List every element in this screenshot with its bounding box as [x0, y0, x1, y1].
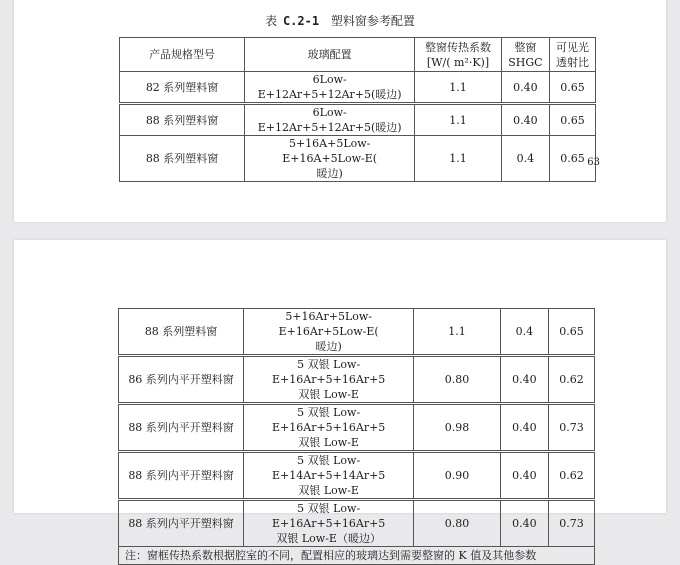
header-u-value [415, 38, 502, 72]
caption-code: C.2-1 [282, 14, 320, 28]
header-u-value-line1: 整窗传热系数 [425, 40, 492, 54]
table-row [119, 309, 595, 356]
cell-u-value: 0.80 [414, 356, 501, 404]
cell-product-model: 88 系列内平开塑料窗 [119, 452, 244, 500]
window-config-table-part2 [118, 308, 595, 565]
cell-u-value: 1.1 [415, 72, 502, 104]
cell-visible-transmittance: 0.62 [548, 356, 594, 404]
table-caption [14, 12, 666, 29]
cell-shgc: 0.4 [501, 136, 549, 182]
cell-visible-transmittance: 0.65 [548, 309, 594, 356]
cell-product-model: 88 系列内平开塑料窗 [119, 500, 244, 547]
cell-visible-transmittance: 0.73 [548, 500, 594, 547]
table-row [119, 500, 595, 547]
window-config-table-part1 [119, 37, 596, 182]
header-u-value-line2: [W/( m²·K)] [426, 55, 490, 69]
table-row [120, 136, 596, 182]
cell-shgc: 0.40 [500, 404, 548, 452]
header-glass-config: 玻璃配置 [245, 38, 415, 72]
cell-visible-transmittance: 0.65 [549, 72, 595, 104]
caption-prefix: 表 [265, 14, 278, 28]
cell-shgc: 0.4 [500, 309, 548, 356]
cell-u-value: 0.98 [414, 404, 501, 452]
table-row [119, 404, 595, 452]
cell-product-model: 88 系列塑料窗 [120, 104, 245, 136]
cell-product-model: 88 系列塑料窗 [120, 136, 245, 182]
cell-product-model: 88 系列塑料窗 [119, 309, 244, 356]
cell-shgc: 0.40 [500, 356, 548, 404]
table-note-row [119, 547, 595, 565]
cell-product-model: 86 系列内平开塑料窗 [119, 356, 244, 404]
cell-glass-config: 6Low-E+12Ar+5+12Ar+5(暖边) [245, 72, 415, 104]
document-page-2 [14, 240, 666, 562]
header-visible-transmittance: 可见光 透射比 [549, 38, 595, 72]
table-note: 注：窗框传热系数根据腔室的不同，配置相应的玻璃达到需要整窗的 K 值及其他参数 [119, 547, 595, 565]
cell-glass-config: 5 双银 Low-E+14Ar+5+14Ar+5 双银 Low-E [244, 452, 414, 500]
table-row [120, 72, 596, 104]
document-page-1 [14, 0, 666, 222]
cell-visible-transmittance: 0.65 [549, 104, 595, 136]
cell-glass-config: 5 双银 Low-E+16Ar+5+16Ar+5 双银 Low-E [244, 356, 414, 404]
table-row [119, 452, 595, 500]
cell-glass-config: 6Low-E+12Ar+5+12Ar+5(暖边) [245, 104, 415, 136]
cell-u-value: 0.80 [414, 500, 501, 547]
cell-u-value: 0.90 [414, 452, 501, 500]
cell-shgc: 0.40 [500, 452, 548, 500]
page-number: 63 [587, 157, 600, 168]
cell-u-value: 1.1 [415, 104, 502, 136]
cell-u-value: 1.1 [414, 309, 501, 356]
cell-glass-config: 5+16Ar+5Low-E+16Ar+5Low-E( 暖边) [244, 309, 414, 356]
table-header-row [120, 38, 596, 72]
cell-glass-config: 5+16A+5Low-E+16A+5Low-E( 暖边) [245, 136, 415, 182]
cell-product-model: 82 系列塑料窗 [120, 72, 245, 104]
caption-title: 塑料窗参考配置 [330, 14, 415, 28]
cell-shgc: 0.40 [501, 104, 549, 136]
cell-visible-transmittance: 0.73 [548, 404, 594, 452]
cell-u-value: 1.1 [415, 136, 502, 182]
cell-shgc: 0.40 [501, 72, 549, 104]
cell-visible-transmittance: 0.62 [548, 452, 594, 500]
cell-shgc: 0.40 [500, 500, 548, 547]
header-shgc: 整窗 SHGC [501, 38, 549, 72]
cell-visible-transmittance: 0.65 [549, 136, 595, 182]
cell-glass-config: 5 双银 Low-E+16Ar+5+16Ar+5 双银 Low-E [244, 404, 414, 452]
table-row [120, 104, 596, 136]
table-row [119, 356, 595, 404]
cell-glass-config: 5 双银 Low-E+16Ar+5+16Ar+5 双银 Low-E（暖边） [244, 500, 414, 547]
header-product-model: 产品规格型号 [120, 38, 245, 72]
cell-product-model: 88 系列内平开塑料窗 [119, 404, 244, 452]
